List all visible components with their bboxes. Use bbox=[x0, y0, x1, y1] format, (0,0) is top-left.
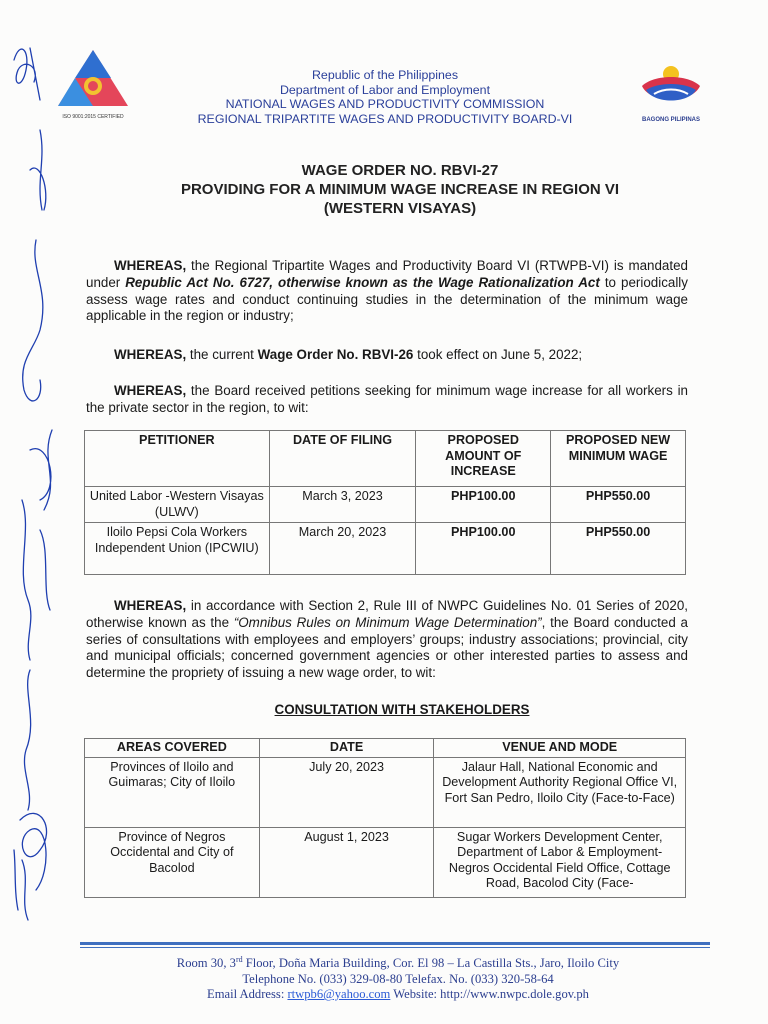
whereas-lead: WHEREAS, bbox=[114, 258, 187, 273]
footer bbox=[80, 952, 716, 1003]
footer-address bbox=[80, 952, 716, 972]
title-line-3: (WESTERN VISAYAS) bbox=[323, 200, 477, 217]
email-link[interactable]: rtwpb6@yahoo.com bbox=[287, 987, 391, 1002]
column-header: VENUE AND MODE bbox=[434, 739, 686, 758]
date-cell: March 20, 2023 bbox=[269, 523, 416, 575]
title-line-2: PROVIDING FOR A MINIMUM WAGE INCREASE IN REGION VI bbox=[180, 181, 620, 198]
column-header: PROPOSED NEW MINIMUM WAGE bbox=[551, 431, 686, 487]
title-line-1: WAGE ORDER NO. RBVI-27 bbox=[301, 162, 499, 179]
whereas-paragraph-3 bbox=[86, 383, 688, 417]
website-text: Website: http://www.nwpc.dole.gov.ph bbox=[390, 987, 589, 1002]
date-cell: August 1, 2023 bbox=[259, 827, 434, 897]
whereas-lead: WHEREAS, bbox=[114, 383, 187, 398]
paragraph-text: took effect on June 5, 2022; bbox=[413, 347, 583, 362]
paragraph-text: the Board received petitions seeking for minimum wage increase for all workers in the private sector in the region, to wit: bbox=[86, 383, 688, 415]
bagong-pilipinas-caption: BAGONG PILIPINAS bbox=[641, 117, 700, 123]
bagong-pilipinas-logo bbox=[632, 60, 710, 126]
whereas-paragraph-4 bbox=[86, 598, 688, 682]
signature-2 bbox=[30, 130, 46, 210]
dole-logo bbox=[56, 48, 130, 118]
paragraph-text: to periodically assess wage rates and conduct continuing studies in the determination of the minimum wage applicable in the region or industry; bbox=[86, 274, 688, 324]
address-text: Room 30, 3 bbox=[176, 956, 236, 971]
document-title bbox=[90, 161, 710, 218]
increase-cell: PHP100.00 bbox=[416, 523, 551, 575]
margin-signatures bbox=[0, 30, 90, 930]
paragraph-text: the Regional Tripartite Wages and Productivity Board VI (RTWPB-VI) is mandated under bbox=[86, 258, 688, 290]
table-row bbox=[85, 757, 686, 827]
letterhead-line-4: REGIONAL TRIPARTITE WAGES AND PRODUCTIVITY BOARD-VI bbox=[197, 111, 573, 126]
column-header: DATE OF FILING bbox=[269, 431, 416, 487]
signature-3 bbox=[23, 240, 43, 401]
wage-order-reference: Wage Order No. RBVI-26 bbox=[257, 347, 414, 362]
column-header: PROPOSED AMOUNT OF INCREASE bbox=[416, 431, 551, 487]
triangle-logo-icon bbox=[56, 48, 130, 108]
whereas-lead: WHEREAS, bbox=[114, 347, 187, 362]
signature-6 bbox=[24, 670, 30, 810]
table-row bbox=[85, 523, 686, 575]
letterhead-line-2: Department of Labor and Employment bbox=[279, 82, 491, 97]
petitions-table bbox=[84, 430, 686, 575]
table-header-row bbox=[85, 739, 686, 758]
footer-phones: Telephone No. (033) 329-08-80 Telefax. No. (033) 320-58-64 bbox=[242, 971, 554, 986]
whereas-lead: WHEREAS, bbox=[114, 598, 187, 613]
area-cell: Provinces of Iloilo and Guimaras; City of Iloilo bbox=[85, 757, 260, 827]
letterhead-line-3: NATIONAL WAGES AND PRODUCTIVITY COMMISSION bbox=[225, 97, 545, 111]
email-label: Email Address: bbox=[207, 987, 288, 1002]
signature-4 bbox=[30, 430, 52, 510]
paragraph-text: , the Board conducted a series of consultations with employees and employers’ groups; industry associations; provincial, city and municipal officials; concerned government agencies or other interested parties to assess and determine the propriety of issuing a new wage order, to wit: bbox=[86, 614, 689, 681]
paragraph-text: the current bbox=[186, 347, 258, 362]
footer-rule bbox=[80, 942, 710, 945]
footer-rule-thin bbox=[80, 947, 710, 948]
signature-8 bbox=[14, 850, 28, 920]
table-header-row bbox=[85, 431, 686, 487]
date-cell: March 3, 2023 bbox=[269, 487, 416, 523]
venue-cell: Sugar Workers Development Center, Department of Labor & Employment-Negros Occidental Field Office, Cottage Road, Bacolod City (Face- bbox=[434, 827, 686, 897]
increase-cell: PHP100.00 bbox=[416, 487, 551, 523]
table-row bbox=[85, 487, 686, 523]
petitioner-cell: United Labor -Western Visayas (ULWV) bbox=[85, 487, 270, 523]
address-text: Floor, Doña Maria Building, Cor. El 98 – La Castilla Sts., Jaro, Iloilo City bbox=[242, 956, 620, 971]
signature-1 bbox=[14, 48, 40, 100]
paragraph-text: in accordance with Section 2, Rule III of NWPC Guidelines No. 01 Series of 2020, otherwise known as the bbox=[86, 598, 688, 630]
new-wage-cell: PHP550.00 bbox=[551, 523, 686, 575]
new-wage-cell: PHP550.00 bbox=[551, 487, 686, 523]
venue-cell: Jalaur Hall, National Economic and Development Authority Regional Office VI, Fort San Pedro, Iloilo City (Face-to-Face) bbox=[434, 757, 686, 827]
letterhead bbox=[130, 68, 640, 126]
whereas-paragraph-2 bbox=[86, 347, 688, 364]
whereas-paragraph-1 bbox=[86, 258, 688, 325]
republic-act-reference: Republic Act No. 6727, otherwise known as the Wage Rationalization Act bbox=[125, 274, 600, 290]
table-row bbox=[85, 827, 686, 897]
column-header: AREAS COVERED bbox=[85, 739, 260, 758]
address-superscript: rd bbox=[235, 955, 243, 964]
sun-logo-icon bbox=[632, 60, 710, 112]
letterhead-line-1: Republic of the Philippines bbox=[311, 68, 459, 82]
area-cell: Province of Negros Occidental and City of Bacolod bbox=[85, 827, 260, 897]
petitioner-cell: Iloilo Pepsi Cola Workers Independent Union (IPCWIU) bbox=[85, 523, 270, 575]
omnibus-rules-reference: “Omnibus Rules on Minimum Wage Determination” bbox=[233, 614, 542, 630]
iso-caption: ISO 9001:2015 CERTIFIED bbox=[62, 114, 124, 120]
date-cell: July 20, 2023 bbox=[259, 757, 434, 827]
column-header: DATE bbox=[259, 739, 434, 758]
footer-contact bbox=[80, 987, 716, 1003]
column-header: PETITIONER bbox=[85, 431, 270, 487]
signature-7 bbox=[20, 813, 47, 890]
consultation-table bbox=[84, 738, 686, 898]
consultation-heading: CONSULTATION WITH STAKEHOLDERS bbox=[274, 702, 530, 717]
signature-5 bbox=[22, 500, 50, 660]
